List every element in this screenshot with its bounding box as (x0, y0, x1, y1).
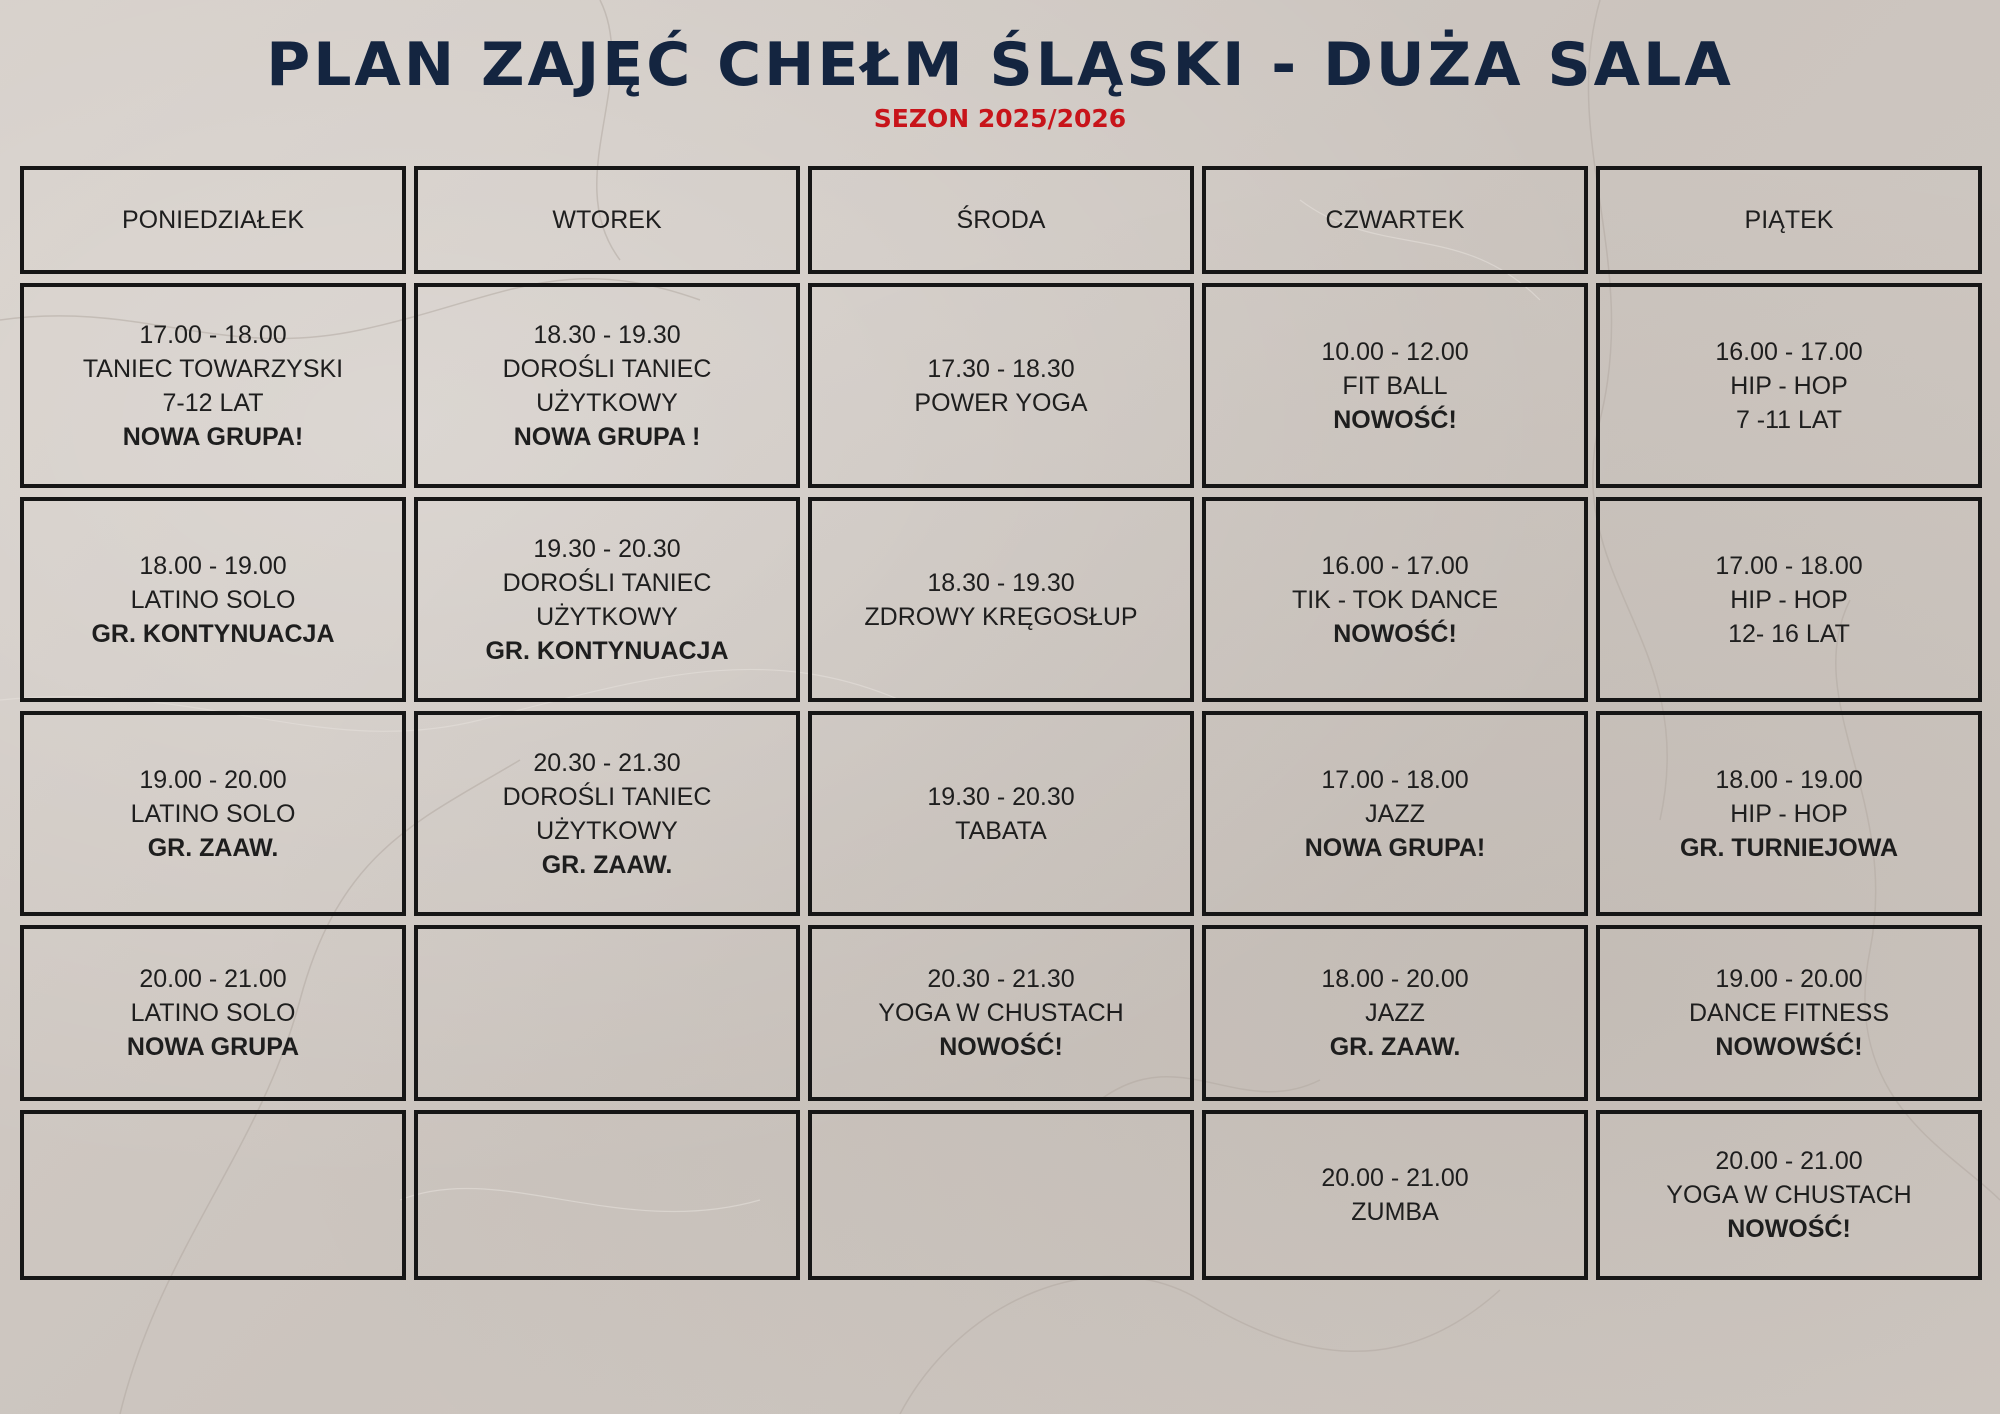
class-cell (808, 497, 1194, 702)
class-name: TIK - TOK DANCE (1291, 585, 1499, 614)
class-cell (808, 711, 1194, 916)
class-note: NOWOŚĆ! (1333, 405, 1457, 434)
class-note: NOWOWŚĆ! (1715, 1033, 1863, 1061)
day-header-monday: PONIEDZIAŁEK (20, 166, 406, 274)
class-note: GR. ZAAW. (1329, 1033, 1461, 1061)
class-time: 19.30 - 20.30 (533, 534, 681, 563)
class-name: JAZZ (1365, 799, 1425, 828)
schedule-grid (20, 166, 1982, 1280)
class-cell (20, 925, 406, 1101)
class-note: NOWA GRUPA ! (513, 422, 701, 451)
class-note: NOWOŚĆ! (1333, 619, 1457, 648)
day-header-friday: PIĄTEK (1596, 166, 1982, 274)
class-time: 17.30 - 18.30 (927, 354, 1075, 383)
class-cell (808, 1110, 1194, 1280)
class-note: GR. KONTYNUACJA (91, 619, 335, 648)
class-cell (1596, 925, 1982, 1101)
class-name: YOGA W CHUSTACH (1666, 1181, 1912, 1209)
day-header-wednesday: ŚRODA (808, 166, 1194, 274)
class-cell (808, 283, 1194, 488)
class-note: NOWA GRUPA! (122, 422, 304, 451)
class-name: ZDROWY KRĘGOSŁUP (864, 602, 1138, 631)
class-cell (1202, 925, 1588, 1101)
class-detail: UŻYTKOWY (536, 388, 678, 417)
class-cell (20, 283, 406, 488)
class-detail: UŻYTKOWY (536, 602, 678, 631)
class-time: 20.00 - 21.00 (1715, 1147, 1863, 1175)
class-cell (414, 283, 800, 488)
class-name: LATINO SOLO (130, 799, 296, 828)
class-note: NOWOŚĆ! (939, 1033, 1063, 1061)
class-time: 19.00 - 20.00 (139, 765, 287, 794)
class-time: 17.00 - 18.00 (1321, 765, 1469, 794)
class-time: 20.30 - 21.30 (533, 748, 681, 777)
class-name: LATINO SOLO (130, 999, 296, 1027)
class-cell (414, 711, 800, 916)
class-name: HIP - HOP (1730, 799, 1848, 828)
class-cell (1202, 1110, 1588, 1280)
class-time: 20.00 - 21.00 (139, 965, 287, 993)
class-name: TABATA (955, 816, 1047, 845)
class-detail: 7-12 LAT (162, 388, 264, 417)
day-header-tuesday: WTOREK (414, 166, 800, 274)
class-time: 18.30 - 19.30 (533, 320, 681, 349)
class-name: LATINO SOLO (130, 585, 296, 614)
class-cell (1596, 283, 1982, 488)
class-cell (808, 925, 1194, 1101)
class-name: ZUMBA (1351, 1198, 1439, 1226)
class-name: HIP - HOP (1730, 371, 1848, 400)
class-name: DANCE FITNESS (1688, 999, 1890, 1027)
class-name: FIT BALL (1342, 371, 1448, 400)
class-cell (1596, 497, 1982, 702)
class-time: 16.00 - 17.00 (1321, 551, 1469, 580)
class-time: 10.00 - 12.00 (1321, 337, 1469, 366)
class-note: NOWA GRUPA (126, 1033, 300, 1061)
class-cell (1596, 711, 1982, 916)
class-name: POWER YOGA (914, 388, 1088, 417)
class-time: 20.00 - 21.00 (1321, 1164, 1469, 1192)
class-cell (20, 711, 406, 916)
class-time: 18.00 - 20.00 (1321, 965, 1469, 993)
class-time: 16.00 - 17.00 (1715, 337, 1863, 366)
class-time: 18.00 - 19.00 (139, 551, 287, 580)
class-cell (414, 1110, 800, 1280)
class-time: 19.30 - 20.30 (927, 782, 1075, 811)
class-note: GR. ZAAW. (147, 833, 279, 862)
class-note: GR. KONTYNUACJA (485, 636, 729, 665)
day-header-thursday: CZWARTEK (1202, 166, 1588, 274)
class-time: 18.00 - 19.00 (1715, 765, 1863, 794)
class-detail: UŻYTKOWY (536, 816, 678, 845)
class-cell (414, 925, 800, 1101)
class-name: TANIEC TOWARZYSKI (82, 354, 344, 383)
class-name: DOROŚLI TANIEC (502, 782, 712, 811)
class-name: JAZZ (1365, 999, 1425, 1027)
class-time: 19.00 - 20.00 (1715, 965, 1863, 993)
season-subtitle: SEZON 2025/2026 (873, 104, 1127, 133)
class-note: NOWOŚĆ! (1727, 1215, 1851, 1243)
class-time: 20.30 - 21.30 (927, 965, 1075, 993)
class-cell (20, 1110, 406, 1280)
class-cell (20, 497, 406, 702)
class-cell (414, 497, 800, 702)
page-title: PLAN ZAJĘĆ CHEŁM ŚLĄSKI - DUŻA SALA (266, 30, 1734, 100)
class-time: 17.00 - 18.00 (139, 320, 287, 349)
class-cell (1202, 283, 1588, 488)
class-time: 18.30 - 19.30 (927, 568, 1075, 597)
class-note: NOWA GRUPA! (1304, 833, 1486, 862)
class-cell (1596, 1110, 1982, 1280)
class-name: YOGA W CHUSTACH (878, 999, 1124, 1027)
class-time: 17.00 - 18.00 (1715, 551, 1863, 580)
class-detail: 7 -11 LAT (1735, 405, 1843, 434)
class-cell (1202, 497, 1588, 702)
class-name: DOROŚLI TANIEC (502, 568, 712, 597)
class-note: GR. TURNIEJOWA (1679, 833, 1899, 862)
class-note: GR. ZAAW. (541, 850, 673, 879)
class-name: DOROŚLI TANIEC (502, 354, 712, 383)
class-detail: 12- 16 LAT (1728, 619, 1850, 648)
class-cell (1202, 711, 1588, 916)
class-name: HIP - HOP (1730, 585, 1848, 614)
